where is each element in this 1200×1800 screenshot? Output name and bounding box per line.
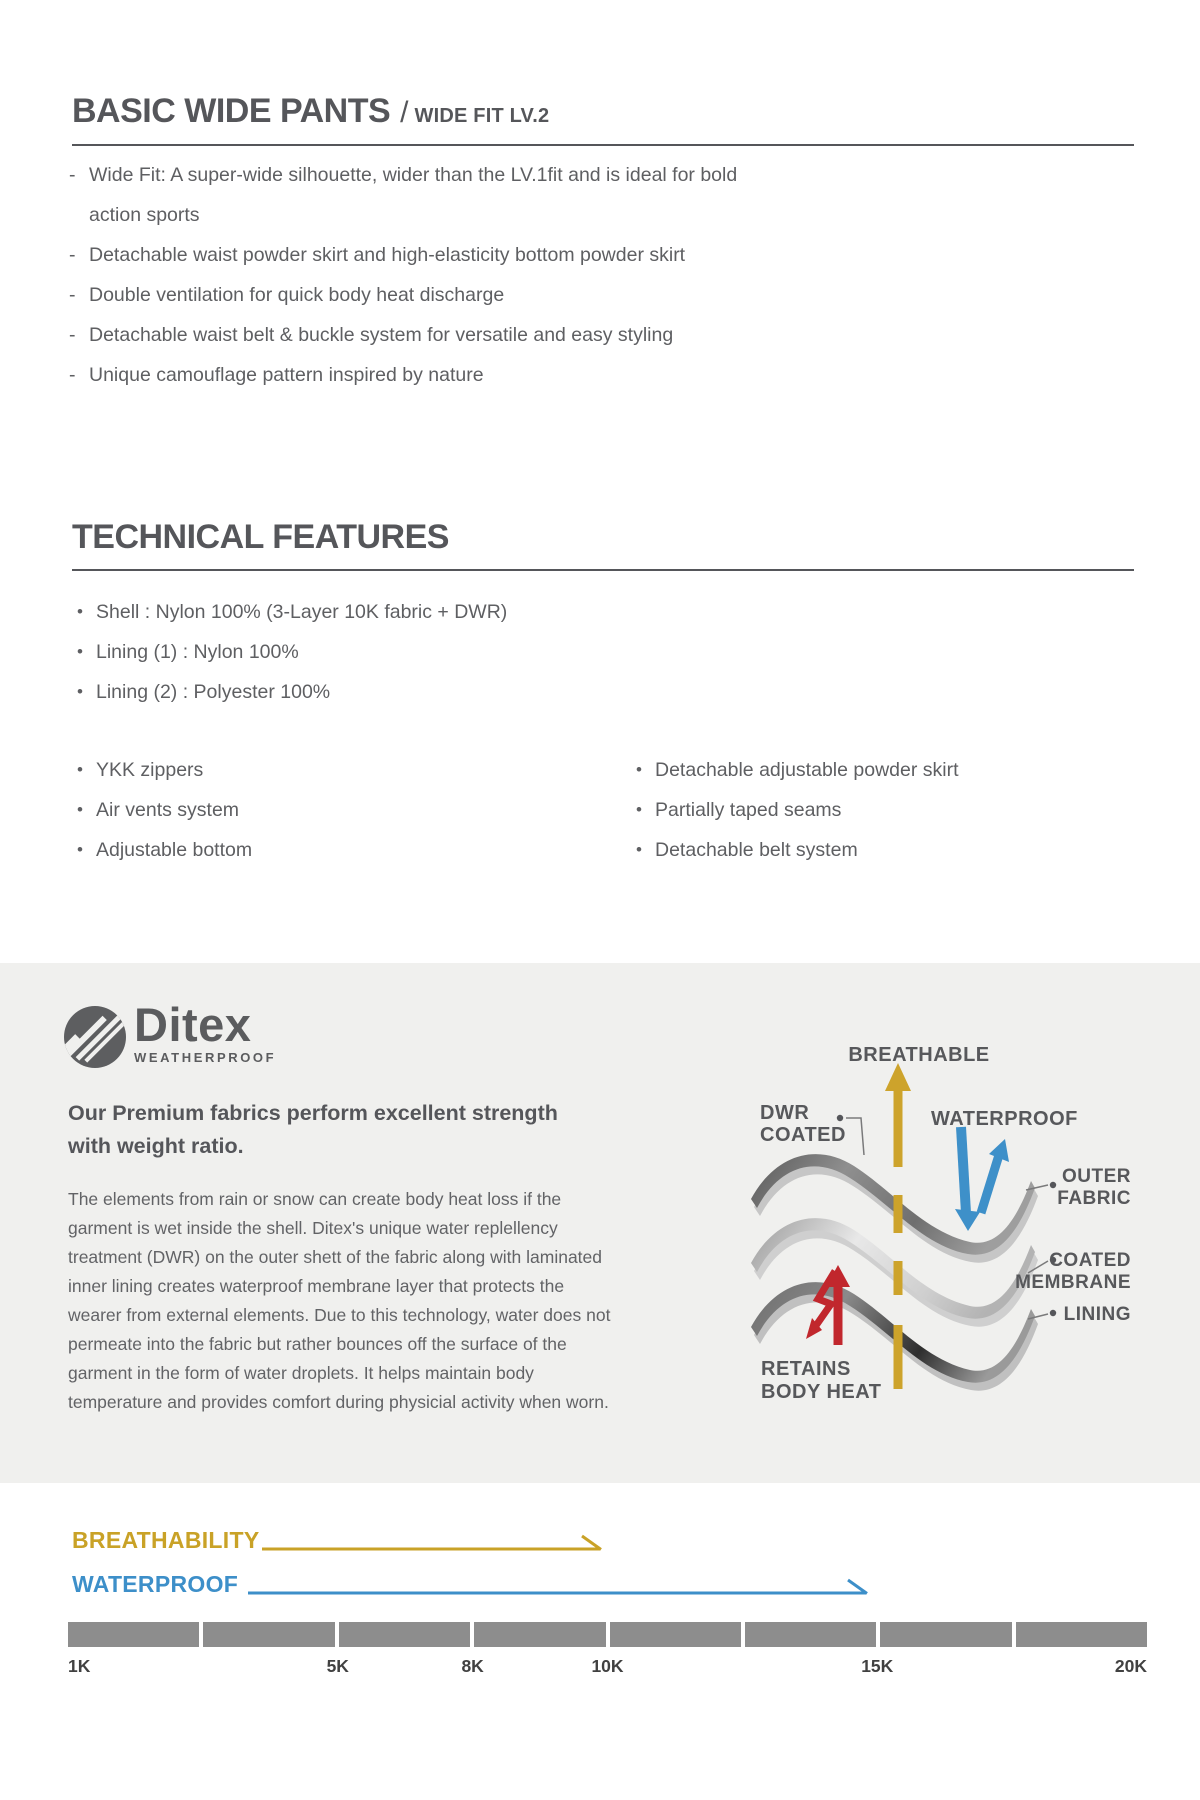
list-item xyxy=(77,750,557,790)
feature-text: Partially taped seams xyxy=(655,799,842,821)
dash-marker: - xyxy=(69,164,76,186)
rating-scale-ticks xyxy=(68,1656,1147,1680)
feature-text: Adjustable bottom xyxy=(96,839,253,861)
label-outer-line1: OUTER xyxy=(1062,1166,1131,1187)
dash-marker: - xyxy=(69,324,76,346)
label-waterproof: WATERPROOF xyxy=(931,1108,1078,1130)
label-dwr-line1: DWR xyxy=(760,1102,810,1124)
page-subtitle: WIDE FIT LV.2 xyxy=(414,105,550,127)
dash-marker: - xyxy=(69,284,76,306)
brand-tagline: WEATHERPROOF xyxy=(134,1050,277,1065)
label-dwr-line2: COATED xyxy=(760,1124,846,1146)
bullet-marker: • xyxy=(77,800,83,819)
list-item xyxy=(77,592,507,632)
scale-tick: 8K xyxy=(461,1656,484,1676)
scale-segment xyxy=(203,1622,334,1647)
highlight-text: Detachable waist belt & buckle system for versatile and easy styling xyxy=(89,324,674,346)
label-membrane-line1: COATED xyxy=(1049,1250,1131,1271)
fabric-headline: Our Premium fabrics perform excellent strength with weight ratio. xyxy=(68,1101,558,1158)
bullet-marker: • xyxy=(77,602,83,621)
bullet-marker: • xyxy=(77,760,83,779)
rating-scale-bar xyxy=(68,1622,1147,1647)
list-item xyxy=(69,280,879,310)
fabric-technology-section xyxy=(0,963,1200,1483)
scale-segment xyxy=(745,1622,876,1647)
highlight-text: Wide Fit: A super-wide silhouette, wider than the LV.1fit and is ideal for bold xyxy=(89,164,738,186)
list-item xyxy=(636,830,1156,870)
scale-segment xyxy=(339,1622,470,1647)
highlight-text: action sports xyxy=(89,204,200,226)
scale-tick: 15K xyxy=(861,1656,894,1676)
feature-list-right xyxy=(636,750,1156,870)
feature-text: Detachable belt system xyxy=(655,839,858,861)
fabric-description: The elements from rain or snow can create body heat loss if the garment is wet inside the shell. Ditex's unique water replellency treatment (DWR) on the outer shett of the fabric along with laminated inner lining creates waterproof membrane layer that protects the wearer from external elements. Due to this technology, water does not permeate into the fabric but rather bounces off the surface of the garment in the form of water droplets. It helps maintain body temperature and provides comfort during physicial activity when worn. xyxy=(68,1189,611,1412)
scale-segment xyxy=(610,1622,741,1647)
material-text: Lining (1) : Nylon 100% xyxy=(96,641,299,663)
list-item xyxy=(636,750,1156,790)
highlight-list xyxy=(69,160,879,400)
list-item xyxy=(69,360,879,390)
page-title-block xyxy=(72,92,1134,146)
fabric-layers-diagram xyxy=(718,1027,1190,1457)
list-item xyxy=(636,790,1156,830)
waterproof-arrow-icon xyxy=(955,1127,1009,1231)
bullet-marker: • xyxy=(77,682,83,701)
page-title: BASIC WIDE PANTS xyxy=(72,92,391,130)
list-item xyxy=(69,160,879,230)
material-text: Lining (2) : Polyester 100% xyxy=(96,681,331,703)
dash-marker: - xyxy=(69,364,76,386)
label-retains-line2: BODY HEAT xyxy=(761,1381,882,1403)
section-title: TECHNICAL FEATURES xyxy=(72,518,449,556)
bullet-marker: • xyxy=(77,642,83,661)
scale-segment xyxy=(474,1622,605,1647)
feature-list-left xyxy=(77,750,557,870)
technical-features-heading xyxy=(72,518,1134,571)
feature-text: Detachable adjustable powder skirt xyxy=(655,759,959,781)
scale-segment xyxy=(1016,1622,1147,1647)
list-item xyxy=(77,830,557,870)
waterproof-label: WATERPROOF xyxy=(72,1571,239,1597)
bullet-marker: • xyxy=(636,840,642,859)
bullet-marker: • xyxy=(77,840,83,859)
scale-segment xyxy=(880,1622,1011,1647)
waterproof-line xyxy=(248,1576,878,1600)
breathability-line xyxy=(262,1532,612,1556)
label-lining: LINING xyxy=(1063,1304,1131,1325)
highlight-text: Detachable waist powder skirt and high-elasticity bottom powder skirt xyxy=(89,244,686,266)
highlight-text: Double ventilation for quick body heat discharge xyxy=(89,284,505,306)
scale-tick: 5K xyxy=(326,1656,349,1676)
list-item xyxy=(77,790,557,830)
list-item xyxy=(77,632,507,672)
label-membrane-line2: MEMBRANE xyxy=(1015,1272,1131,1293)
feature-text: Air vents system xyxy=(96,799,240,821)
scale-segment xyxy=(68,1622,199,1647)
label-retains-line1: RETAINS xyxy=(761,1358,851,1380)
material-text: Shell : Nylon 100% (3-Layer 10K fabric + DWR) xyxy=(96,601,508,623)
list-item xyxy=(69,240,879,270)
list-item xyxy=(77,672,507,712)
ditex-logo-icon xyxy=(63,1005,127,1069)
title-separator: / xyxy=(400,96,409,129)
scale-tick: 10K xyxy=(591,1656,624,1676)
scale-tick: 1K xyxy=(68,1656,91,1676)
brand-name: Ditex xyxy=(134,998,252,1051)
feature-text: YKK zippers xyxy=(96,759,204,781)
bullet-marker: • xyxy=(636,800,642,819)
list-item xyxy=(69,320,879,350)
highlight-text: Unique camouflage pattern inspired by nature xyxy=(89,364,484,386)
label-breathable: BREATHABLE xyxy=(848,1044,990,1066)
bullet-marker: • xyxy=(636,760,642,779)
label-outer-line2: FABRIC xyxy=(1057,1188,1131,1209)
dash-marker: - xyxy=(69,244,76,266)
breathability-label: BREATHABILITY xyxy=(72,1527,260,1553)
scale-tick: 20K xyxy=(1114,1656,1147,1676)
materials-list xyxy=(77,592,507,712)
